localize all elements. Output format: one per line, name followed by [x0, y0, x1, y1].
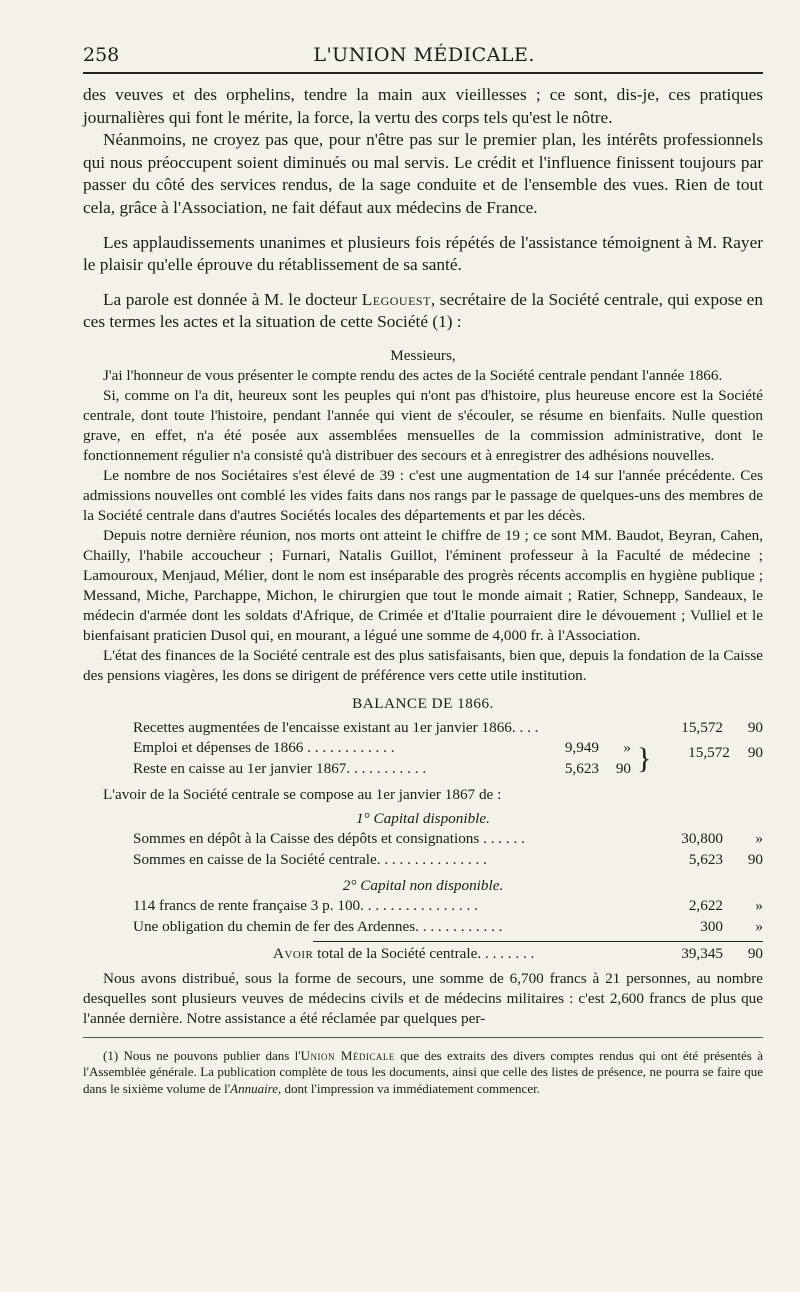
article-body — [83, 84, 763, 1097]
total-rule — [313, 941, 763, 942]
paragraph: Néanmoins, ne croyez pas que, pour n'être pas sur le premier plan, les intérêts professionnels qui nous préoccupent soient diminués ou mal servis. Le crédit et l'influence finissent toujours par passer du côté des services rendus, de la sage conduite et de l'ensemble des vues. Rien de tout cela, grâce à l'Association, ne fait défaut aux médecins de France. — [83, 130, 763, 217]
paragraph: des veuves et des orphelins, tendre la main aux vieillesses ; ce sont, dis-je, ces pratiques journalières qui font le mérite, la force, la vertu des corps tels qu'est le nôtre. — [83, 85, 763, 127]
report-paragraph: Si, comme on l'a dit, heureux sont les peuples qui n'ont pas d'histoire, plus heureuse encore est la Société centrale, dont toute l'histoire, pendant l'année qui vient de s'écouler, se résume en bienfaits. Nulle question grave, en effet, n'a été posée aux assemblées mensuelles de la commission administrative, dont le fonctionnement régulier n'a consisté qu'à distribuer des secours et à enregistrer des adhésions nouvelles. — [83, 386, 763, 464]
balance-remaining-row: Reste en caisse au 1er janvier 1867. . . . . . . . . . . 5,623 90 — [133, 759, 631, 777]
journal-page — [83, 44, 763, 1097]
page-number: 258 — [83, 44, 120, 66]
report-paragraph: Depuis notre dernière réunion, nos morts ont atteint le chiffre de 19 ; ce sont MM. Baudot, Beyran, Cahen, Chailly, l'habile accoucheur ; Furnari, Natalis Guillot, l'éminent professeur à la Faculté de médecine ; Lamouroux, Menjaud, Mélier, dont le nom est inséparable des progrès récents accomplis en hygiène publique ; Messand, Miche, Parchappe, Michon, le chirurgien que tout le monde aimait ; Ratier, Schnepp, Sandeaux, le médecin d'armée dont les soldats d'Afrique, de Crimée et d'Italie pourraient dire le dévouement ; Vulliel et le bienfaisant praticien Dusol qui, en mourant, a légué une somme de 4,000 fr. à l'Association. — [83, 526, 763, 644]
capital-row: Sommes en dépôt à la Caisse des dépôts et consignations . . . . . . 30,800 » — [133, 830, 763, 848]
assets-intro: L'avoir de la Société centrale se compose au 1er janvier 1867 de : — [103, 786, 502, 804]
journal-title: L'UNION MÉDICALE. — [313, 44, 535, 66]
report-paragraph: Le nombre de nos Sociétaires s'est élevé de 39 : c'est une augmentation de 14 sur l'année précédente. Ces admissions nouvelles ont comblé les vides faits dans nos rangs par le passage de quelques-uns des membres de la Société centrale dans d'autres Sociétés locales des départements et par les décès. — [83, 466, 763, 524]
capital-row: 114 francs de rente française 3 p. 100. . . . . . . . . . . . . . . . 2,622 » — [133, 897, 763, 915]
page-header — [83, 44, 763, 74]
balance-receipts-row: Recettes augmentées de l'encaisse existant au 1er janvier 1866. . . . 15,572 90 — [133, 718, 763, 736]
report-paragraph: J'ai l'honneur de vous présenter le compte rendu des actes de la Société centrale pendant l'année 1866. — [103, 366, 723, 384]
footnote: (1) Nous ne pouvons publier dans l'Union Médicale que des extraits des divers comptes rendus qui ont été présentés à l'Assemblée générale. La publication complète de tous les documents, ainsi que celle des listes de présence, ne pourra se faire que dans le sixième volume de l'Annuaire, dont l'impression va immédiatement commencer. — [83, 1037, 763, 1098]
brace-icon: } — [637, 741, 652, 775]
capital-unavailable-heading: 2° Capital non disponible. — [342, 877, 504, 895]
paragraph: Les applaudissements unanimes et plusieurs fois répétés de l'assistance témoignent à M. Rayer le plaisir qu'elle éprouve du rétablissement de sa santé. — [83, 232, 763, 275]
balance-brace-block — [83, 738, 763, 779]
speaker-name: Legouest — [361, 289, 431, 309]
capital-row: Sommes en caisse de la Société centrale. . . . . . . . . . . . . . . 5,623 90 — [133, 850, 763, 868]
salutation: Messieurs, — [390, 346, 456, 364]
capital-available-heading: 1° Capital disponible. — [356, 810, 490, 828]
balance-total-cents: 90 — [747, 743, 763, 761]
intro-paragraph: La parole est donnée à M. le docteur Legouest, secrétaire de la Société centrale, qui expose en ces termes les actes et la situation de cette Société (1) : — [83, 289, 763, 332]
balance-uses-row: Emploi et dépenses de 1866 . . . . . . . . . . . . 9,949 » — [133, 739, 631, 757]
balance-total-amount: 15,572 — [688, 743, 730, 761]
closing-paragraph: Nous avons distribué, sous la forme de secours, une somme de 6,700 francs à 21 personnes, au nombre desquelles sont plusieurs veuves de médecins civils et de médecins militaires : c'est 2,600 francs de plus que l'année dernière. Notre assistance a été réclamée par quelques per- — [83, 969, 763, 1027]
report-paragraph: L'état des finances de la Société centrale est des plus satisfaisants, bien que, depuis la fondation de la Caisse des pensions viagères, les dons se dirigent de préférence vers cette utile institution. — [83, 646, 763, 684]
total-row: Avoir total de la Société centrale. . . . . . . . 39,345 90 — [273, 945, 763, 963]
balance-title: BALANCE DE 1866. — [352, 694, 494, 712]
capital-row: Une obligation du chemin de fer des Ardennes. . . . . . . . . . . . 300 » — [133, 917, 763, 935]
